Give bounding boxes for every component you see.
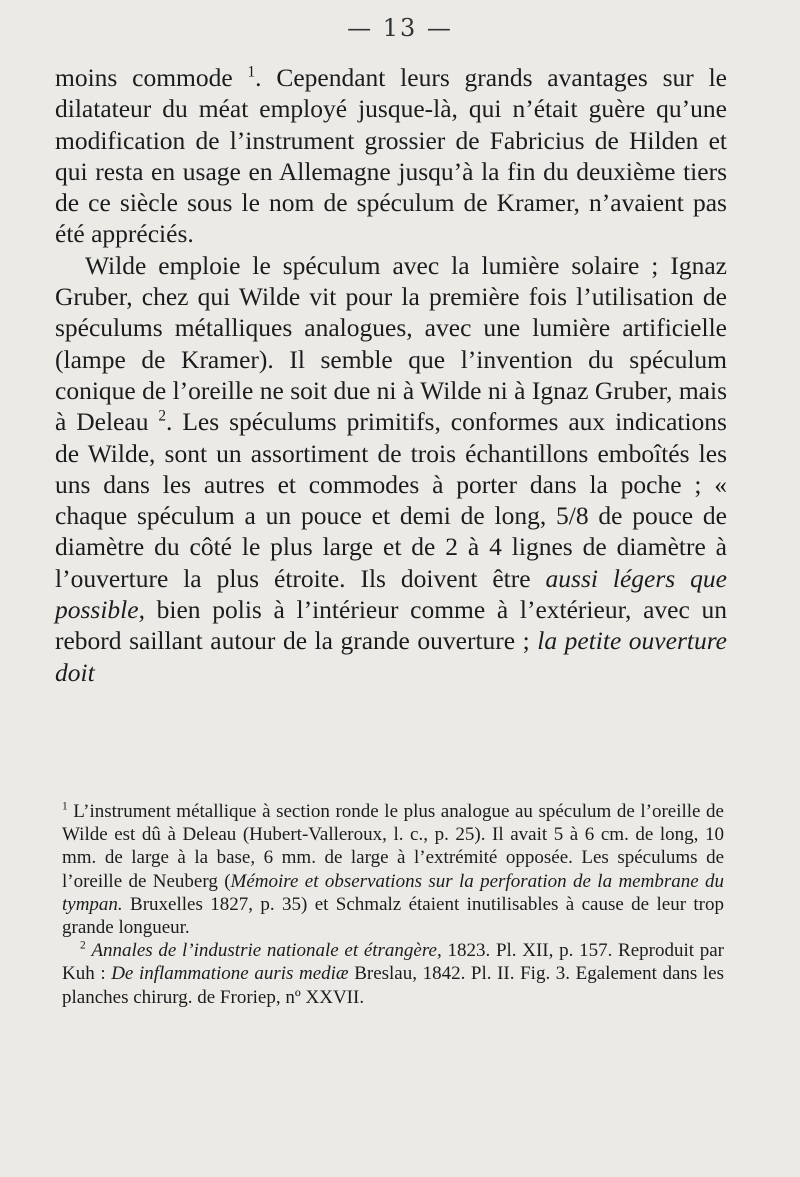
footnote-ref: 1 — [62, 800, 68, 813]
footnote-ref: 2 — [158, 407, 167, 425]
page-number: — 13 — — [347, 14, 453, 42]
italic-text: De inflammatione auris mediæ — [111, 963, 349, 985]
text-run: moins commode — [55, 63, 248, 92]
text-run: 1823. Pl. XII, p. 157. Reproduit par Kuh : — [62, 940, 725, 985]
paragraph — [55, 250, 727, 688]
text-run: Bruxelles 1827, p. 35) et Schmalz étaient inutilisables à cause de leur trop grande longueur. — [62, 893, 724, 939]
text-run: bien polis à l’intérieur comme à l’extérieur, avec un rebord saillant autour de la grande ouverture ; — [55, 595, 727, 656]
italic-text: la petite ouverture doit — [55, 626, 727, 687]
italic-text: aussi légers que possible, — [55, 563, 727, 625]
italic-text: Mémoire et observations sur la perforation de la membrane du tympan. — [62, 870, 724, 915]
text-run: . Cependant leurs grands avantages sur le dilatateur du méat employé jusque-là, qui n’était guère qu’une modification de l’instrument grossier de Fabricius de Hilden et qui resta en usage en Allemagne jusqu’à la fin du deuxième tiers de ce siècle sous le nom de spéculum de Kramer, n’avaient pas été appréciés. — [55, 63, 727, 249]
footnote — [62, 800, 724, 939]
footnote — [62, 939, 724, 1009]
main-text — [55, 62, 727, 688]
text-run: . Les spéculums primitifs, conformes aux indications de Wilde, sont un assortiment de trois échantillons emboîtés les uns dans les autres et commodes à porter dans la poche ; « chaque spéculum a un pouce et demi de long, 5/8 de pouce de diamètre du côté le plus large et de 2 à 4 lignes de diamètre à l’ouverture la plus étroite. Ils doivent être — [55, 407, 727, 593]
footnotes — [62, 800, 724, 1009]
footnote-ref: 1 — [247, 63, 256, 81]
paragraph — [55, 62, 727, 250]
text-run: Breslau, 1842. Pl. II. Fig. 3. Egalement dans les planches chirurg. de Froriep, nº XXVII. — [62, 963, 725, 1008]
footnote-ref: 2 — [80, 939, 86, 952]
text-run: L’instrument métallique à section ronde le plus analogue au spéculum de l’oreille de Wilde est dû à Deleau (Hubert-Valleroux, l. c., p. 25). Il avait 5 à 6 cm. de long, 10 mm. de large à la base, 6 mm. de large à l’extrémité opposée. Les spéculums de l’oreille de Neuberg ( — [62, 801, 724, 892]
italic-text: Annales de l’industrie nationale et étrangère, — [91, 940, 442, 962]
text-run: Wilde emploie le spéculum avec la lumière solaire ; Ignaz Gruber, chez qui Wilde vit pour la première fois l’utilisation de spéculums métalliques analogues, avec une lumière artificielle (lampe de Kramer). Il semble que l’invention du spéculum conique de l’oreille ne soit due ni à Wilde ni à Ignaz Gruber, mais à Deleau — [55, 250, 727, 437]
